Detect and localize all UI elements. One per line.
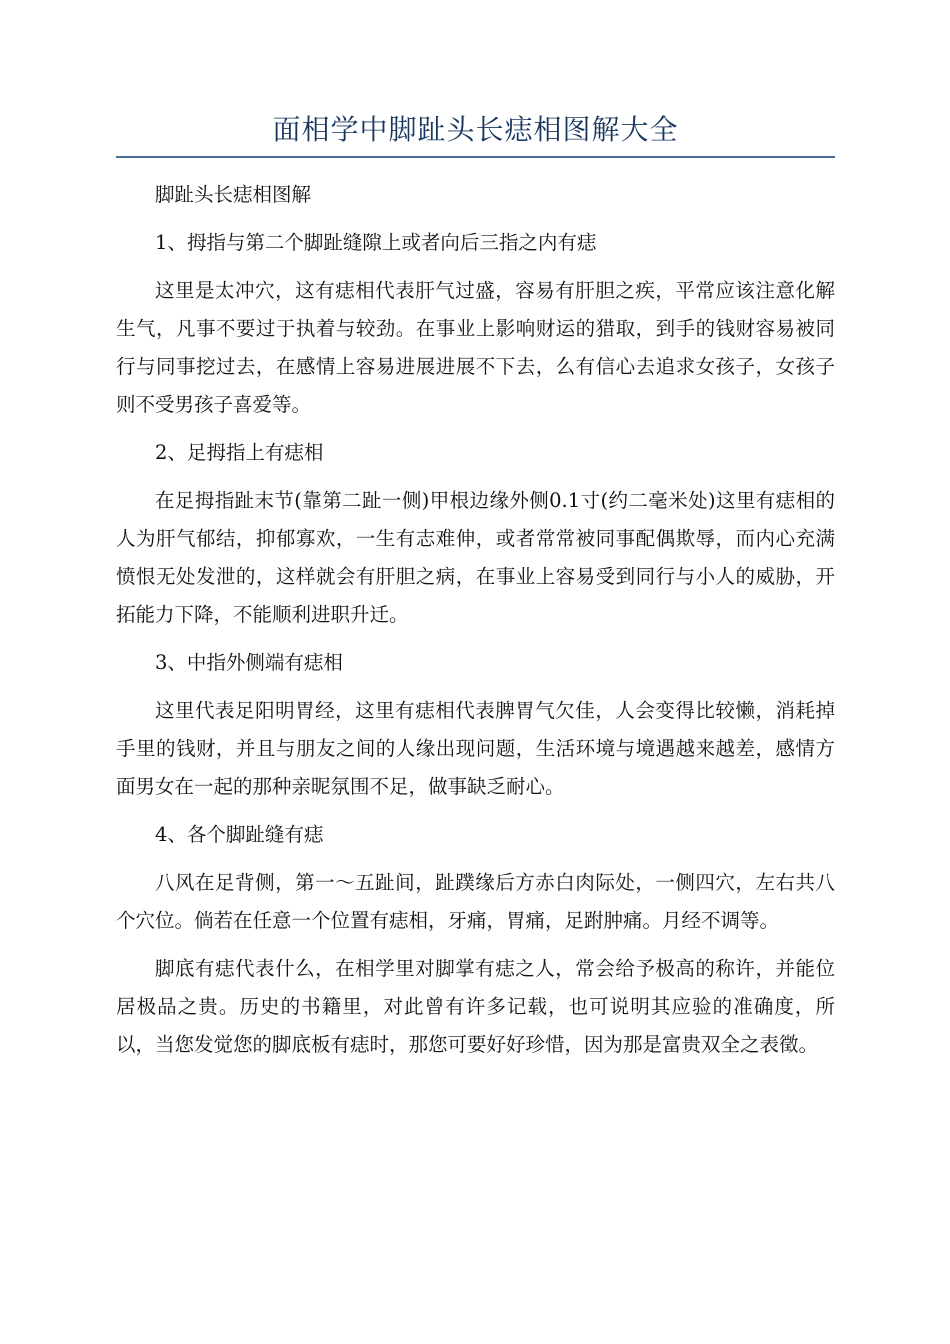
page-title: 面相学中脚趾头长痣相图解大全 <box>272 113 679 146</box>
item-paragraph-4: 八风在足背侧，第一～五趾间，趾蹼缘后方赤白肉际处，一侧四穴，左右共八个穴位。倘若在任意一个位置有痣相，牙痛，胃痛，足跗肿痛。月经不调等。 <box>116 871 835 932</box>
item-paragraph-3: 这里代表足阳明胃经，这里有痣相代表脾胃气欠佳，人会变得比较懒，消耗掉手里的钱财，并且与朋友之间的人缘出现问题，生活环境与境遇越来越差，感情方面男女在一起的那种亲昵氛围不足，做事缺乏耐心。 <box>116 699 835 798</box>
item-heading-3: 3、中指外侧端有痣相 <box>155 651 343 674</box>
item-paragraph-1: 这里是太冲穴，这有痣相代表肝气过盛，容易有肝胆之疾，平常应该注意化解生气，凡事不要过于执着与较劲。在事业上影响财运的猎取，到手的钱财容易被同行与同事挖过去，在感情上容易进展进展不下去，么有信心去追求女孩子，女孩子则不受男孩子喜爱等。 <box>116 279 835 416</box>
document-body <box>116 176 835 1074</box>
item-heading-2: 2、足拇指上有痣相 <box>155 441 324 464</box>
section-heading: 脚趾头长痣相图解 <box>155 183 312 206</box>
closing-paragraph: 脚底有痣代表什么，在相学里对脚掌有痣之人，常会给予极高的称许，并能位居极品之贵。历史的书籍里，对此曾有许多记载，也可说明其应验的准确度，所以，当您发觉您的脚底板有痣时，那您可要好好珍惜，因为那是富贵双全之表徵。 <box>116 957 835 1056</box>
item-paragraph-2: 在足拇指趾末节(靠第二趾一侧)甲根边缘外侧0.1寸(约二毫米处)这里有痣相的人为肝气郁结，抑郁寡欢，一生有志难伸，或者常常被同事配偶欺辱，而内心充满愤恨无处发泄的，这样就会有肝胆之病，在事业上容易受到同行与小人的威胁，开拓能力下降，不能顺利进职升迁。 <box>116 489 835 626</box>
item-heading-4: 4、各个脚趾缝有痣 <box>155 823 324 846</box>
item-heading-1: 1、拇指与第二个脚趾缝隙上或者向后三指之内有痣 <box>155 231 597 254</box>
title-block <box>116 110 835 158</box>
